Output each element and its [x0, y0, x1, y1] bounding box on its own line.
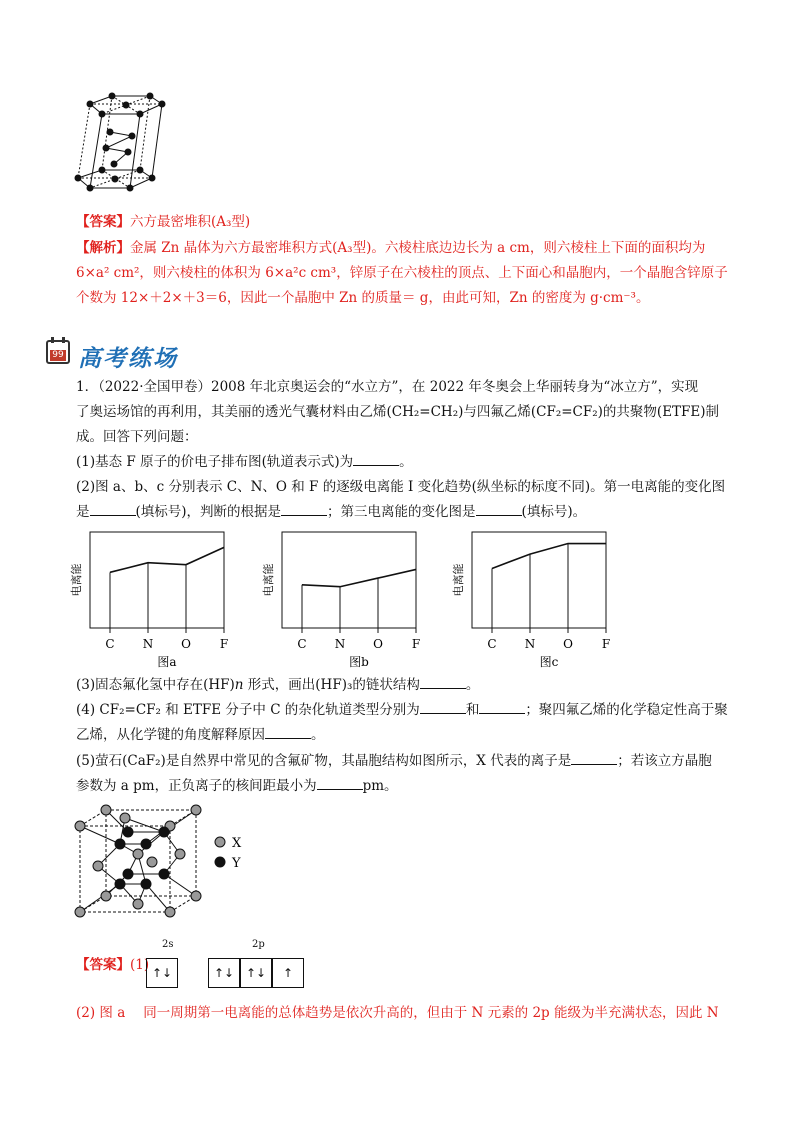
- q4-line-2: [76, 725, 325, 745]
- q3-blank[interactable]: [420, 676, 466, 689]
- chart-tick-label-2-3: F: [601, 637, 611, 651]
- q5-text-c: 参数为 a pm，正负离子的核间距最小为: [76, 778, 317, 794]
- orbital-2p-box-3: ↑: [272, 958, 304, 988]
- legend-y-label: Y: [232, 856, 241, 871]
- q4-blank-1[interactable]: [420, 701, 466, 714]
- analysis-line-1: [76, 238, 705, 258]
- q4-text-d: 乙烯，从化学键的角度解释原因: [76, 727, 265, 743]
- chart-tick-label-0-0: C: [105, 637, 115, 651]
- section-title: 高考练场: [78, 346, 178, 372]
- orbital-2p-box-2: ↑↓: [240, 958, 272, 988]
- analysis-line-3: 个数为 12×＋2×＋3＝6，因此一个晶胞中 Zn 的质量＝ g，由此可知，Zn 的密度为 g·cm⁻³。: [76, 290, 650, 306]
- question-intro-1: 1．（2022·全国甲卷）2008 年北京奥运会的“水立方”，在 2022 年冬奥会上华丽转身为“冰立方”，实现: [76, 379, 699, 395]
- q2-text-a: 是: [76, 504, 90, 520]
- chart-ylabel-1: 电离能: [262, 563, 275, 597]
- q4-line-1: [76, 700, 728, 720]
- q3-line: [76, 675, 479, 695]
- chart-tick-label-1-2: O: [373, 637, 383, 651]
- q3-text-a: (3)固态氟化氢中存在(HF): [76, 677, 235, 693]
- orbital-2p-box-1: ↑↓: [208, 958, 240, 988]
- q5-text-b: ；若该立方晶胞: [617, 753, 712, 769]
- chart-ylabel-0: 电离能: [70, 563, 83, 597]
- q4-blank-2[interactable]: [479, 701, 525, 714]
- hexagonal-cell-diagram: [70, 92, 180, 194]
- q4-text-b: 和: [465, 702, 480, 718]
- chart-tick-label-0-2: O: [181, 637, 191, 651]
- chart-title-1: 图b: [349, 655, 369, 669]
- q2-blank-3[interactable]: [476, 503, 522, 516]
- top-answer-line: [76, 212, 250, 232]
- q2-line-2: [76, 502, 586, 522]
- answer-text: 六方最密堆积(A₃型): [130, 214, 251, 230]
- chart-tick-label-1-0: C: [297, 637, 307, 651]
- bottom-answer-label: 【答案】: [76, 957, 130, 973]
- chart-tick-label-0-1: N: [142, 637, 154, 651]
- q2-blank-1[interactable]: [90, 503, 136, 516]
- chart-tick-label-1-1: N: [334, 637, 346, 651]
- q4-blank-3[interactable]: [265, 726, 311, 739]
- q4-end: 。: [311, 727, 325, 743]
- q3-n: n: [234, 677, 244, 693]
- q5-line-1: [76, 751, 712, 771]
- legend-y-marker: [215, 857, 226, 868]
- analysis-label: 【解析】: [76, 240, 130, 256]
- chart-tick-label-0-3: F: [219, 637, 229, 651]
- chart-tick-label-2-2: O: [563, 637, 573, 651]
- q2-blank-2[interactable]: [281, 503, 327, 516]
- ionization-energy-charts: [60, 524, 720, 670]
- bottom-answer-part2: [76, 1003, 719, 1023]
- q5-blank-1[interactable]: [571, 752, 617, 765]
- q1-end: 。: [399, 454, 413, 470]
- question-intro-2: 了奥运场馆的再利用，其美丽的透光气囊材料由乙烯(CH₂=CH₂)与四氟乙烯(CF₂=CF₂)的共聚物(ETFE)制: [76, 404, 720, 420]
- section-icon: [46, 340, 70, 364]
- orbital-2s-label: 2s: [162, 939, 174, 950]
- chart-tick-label-2-0: C: [487, 637, 497, 651]
- section-icon-number: 99: [50, 350, 66, 361]
- chart-tick-label-2-1: N: [524, 637, 536, 651]
- q5-text-a: (5)萤石(CaF₂)是自然界中常见的含氟矿物，其晶胞结构如图所示，X 代表的离子是: [76, 753, 572, 769]
- q3-end: 。: [465, 677, 480, 693]
- q5-line-2: [76, 776, 398, 796]
- q2-line-1: (2)图 a、b、c 分别表示 C、N、O 和 F 的逐级电离能 I 变化趋势(纵坐标的标度不同)。第一电离能的变化图: [76, 479, 726, 495]
- analysis-text-1: 金属 Zn 晶体为六方最密堆积方式(A₃型)。六棱柱底边边长为 a cm，则六棱柱上下面的面积均为: [130, 240, 706, 256]
- q3-text-b: 形式，画出(HF)₃的链状结构: [243, 677, 420, 693]
- answer-label: 【答案】: [76, 214, 130, 230]
- bottom-answer-line: [76, 955, 149, 975]
- q1-line: [76, 452, 413, 472]
- legend-x-label: X: [232, 836, 242, 851]
- q2-text-b: (填标号)，判断的根据是: [135, 504, 282, 520]
- q1-text: (1)基态 F 原子的价电子排布图(轨道表示式)为: [76, 454, 354, 470]
- analysis-line-2: 6×a² cm²，则六棱柱的体积为 6×a²c cm³，锌原子在六棱柱的顶点、上下面心和晶胞内，一个晶胞含锌原子: [76, 265, 728, 281]
- chart-title-2: 图c: [539, 655, 559, 669]
- q4-text-a: (4) CF₂=CF₂ 和 ETFE 分子中 C 的杂化轨道类型分别为: [76, 702, 420, 718]
- part2-text: 同一周期第一电离能的总体趋势是依次升高的，但由于 N 元素的 2p 能级为半充满状态，因此 N: [143, 1005, 719, 1021]
- chart-series-line-0: [110, 547, 224, 572]
- orbital-2s-box: ↑↓: [146, 958, 178, 988]
- q5-text-d: pm。: [362, 778, 398, 794]
- bottom-answer-part1: (1): [130, 957, 150, 973]
- q1-blank[interactable]: [353, 453, 399, 466]
- q5-blank-2[interactable]: [317, 777, 363, 790]
- fluorite-cell-diagram: [68, 804, 268, 924]
- q2-text-c: ；第三电离能的变化图是: [327, 504, 476, 520]
- chart-tick-label-1-3: F: [411, 637, 421, 651]
- q2-text-d: (填标号)。: [521, 504, 587, 520]
- part2-label: (2) 图 a: [76, 1005, 126, 1021]
- q4-text-c: ；聚四氟乙烯的化学稳定性高于聚: [525, 702, 728, 718]
- chart-title-0: 图a: [157, 655, 177, 669]
- chart-series-line-1: [302, 569, 416, 586]
- chart-series-line-2: [492, 544, 606, 569]
- legend-x-marker: [215, 837, 225, 847]
- orbital-2p-label: 2p: [252, 939, 265, 950]
- chart-ylabel-2: 电离能: [452, 563, 465, 597]
- question-intro-3: 成。回答下列问题：: [76, 429, 198, 445]
